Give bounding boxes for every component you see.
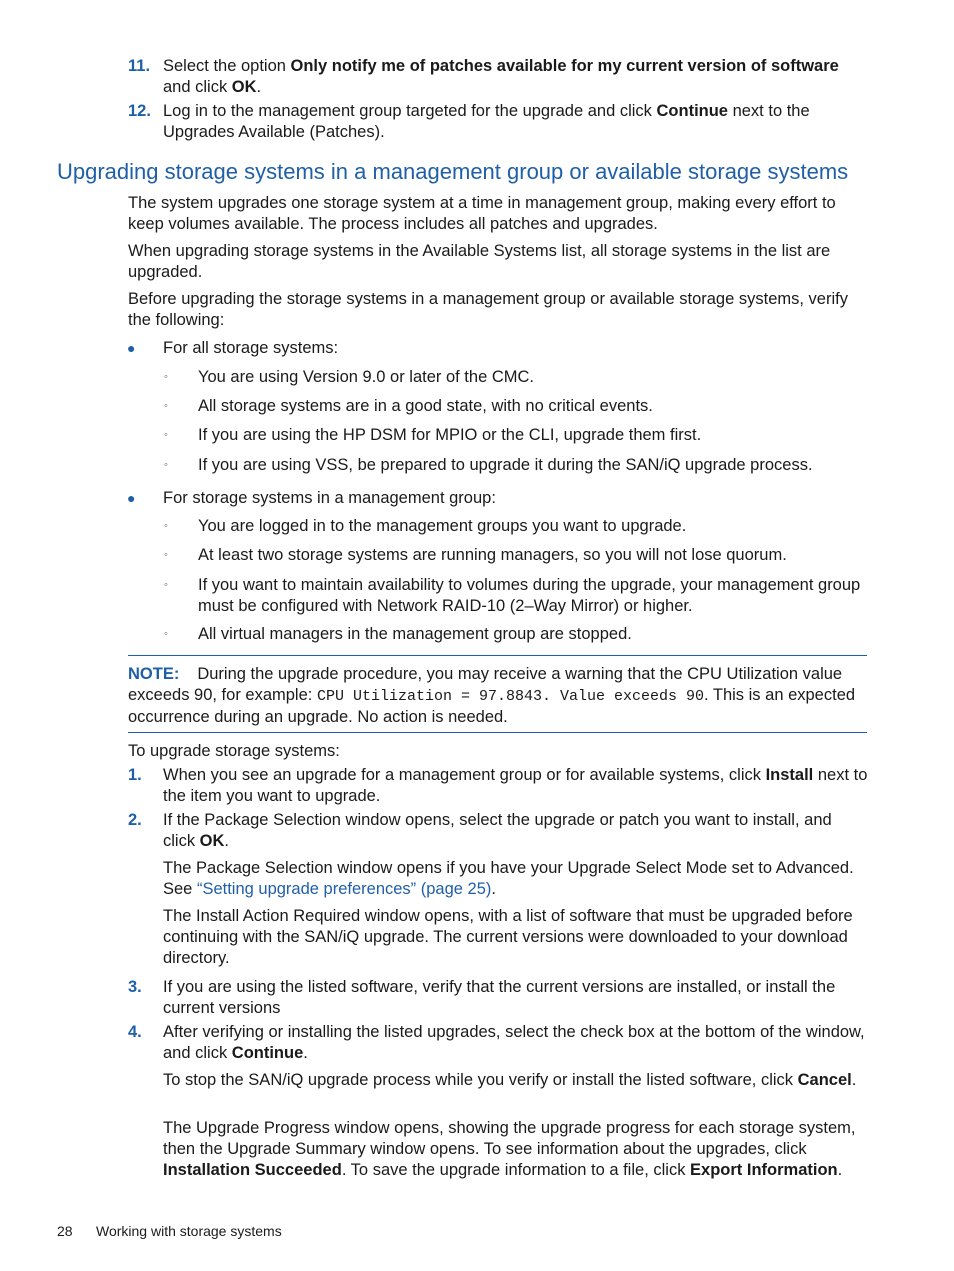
paragraph: When upgrading storage systems in the Available Systems list, all storage systems in the list are upgraded.	[128, 242, 831, 281]
step-number: 2.	[128, 811, 142, 829]
step-detail: To stop the SAN/iQ upgrade process while you verify or install the listed software, click Cancel.	[163, 1071, 857, 1089]
cross-reference-link[interactable]: “Setting upgrade preferences” (page 25)	[196, 880, 492, 898]
sub-bullet-text: All storage systems are in a good state, with no critical events.	[198, 397, 653, 415]
note-top-rule	[128, 655, 867, 656]
step-number: 12.	[128, 102, 151, 120]
note-label: NOTE:	[128, 665, 180, 683]
step-text: Select the option Only notify me of patches available for my current version of software and click OK.	[163, 57, 839, 96]
step-number: 4.	[128, 1023, 142, 1041]
section-heading: Upgrading storage systems in a management group or available storage systems	[57, 159, 849, 184]
circle-bullet-icon: ◦	[164, 400, 168, 412]
note: NOTE: During the upgrade procedure, you may receive a warning that the CPU Utilization value exceeds 90, for example: CPU Utilization = 97.8843. Value exceeds 90. This is an expected occurrence during an upgrade. No action is needed.	[128, 665, 856, 726]
paragraph: Before upgrading the storage systems in a management group or available storage systems, verify the following:	[128, 290, 848, 329]
paragraph: The system upgrades one storage system at a time in management group, making every effort to keep volumes available. The process includes all patches and upgrades.	[128, 194, 836, 233]
sub-bullet-text: If you are using VSS, be prepared to upgrade it during the SAN/iQ upgrade process.	[198, 456, 813, 474]
step-text: If the Package Selection window opens, select the upgrade or patch you want to install, and click OK.	[163, 811, 832, 850]
step-number: 3.	[128, 978, 142, 996]
step-text: After verifying or installing the listed upgrades, select the check box at the bottom of the window, and click Continue.	[163, 1023, 865, 1062]
code-sample: CPU Utilization = 97.8843. Value exceeds 90	[316, 688, 705, 705]
step-detail: The Upgrade Progress window opens, showing the upgrade progress for each storage system, then the Upgrade Summary window opens. To see information about the upgrades, click Installation Succeeded. To save the upgrade information to a file, click Export Information.	[163, 1119, 856, 1179]
circle-bullet-icon: ◦	[164, 429, 168, 441]
sub-bullet-text: You are using Version 9.0 or later of the CMC.	[198, 368, 534, 386]
sub-bullet-text: If you are using the HP DSM for MPIO or the CLI, upgrade them first.	[198, 426, 702, 444]
bullet-icon: ●	[127, 490, 136, 506]
step-text: If you are using the listed software, verify that the current versions are installed, or install the current versions	[163, 978, 836, 1017]
footer-title: Working with storage systems	[96, 1223, 282, 1239]
step-number: 1.	[128, 766, 142, 784]
procedure-intro: To upgrade storage systems:	[128, 742, 340, 760]
circle-bullet-icon: ◦	[164, 628, 168, 640]
circle-bullet-icon: ◦	[164, 549, 168, 561]
sub-bullet-text: All virtual managers in the management group are stopped.	[198, 625, 632, 643]
step-detail: The Install Action Required window opens, with a list of software that must be upgraded before continuing with the SAN/iQ upgrade. The current versions were downloaded to your download directory.	[163, 907, 853, 967]
step-detail: The Package Selection window opens if you have your Upgrade Select Mode set to Advanced. See “Setting upgrade preferences” (page 25).	[163, 859, 854, 898]
bullet-icon: ●	[127, 340, 136, 356]
circle-bullet-icon: ◦	[164, 459, 168, 471]
sub-bullet-text: You are logged in to the management groups you want to upgrade.	[198, 517, 687, 535]
bullet-text: For all storage systems:	[163, 339, 339, 357]
step-number: 11.	[128, 57, 151, 75]
bullet-text: For storage systems in a management group:	[163, 489, 496, 507]
circle-bullet-icon: ◦	[164, 371, 168, 383]
circle-bullet-icon: ◦	[164, 579, 168, 591]
sub-bullet-text: At least two storage systems are running managers, so you will not lose quorum.	[198, 546, 787, 564]
step-text: Log in to the management group targeted for the upgrade and click Continue next to the Upgrades Available (Patches).	[163, 102, 810, 141]
step-text: When you see an upgrade for a management group or for available systems, click Install next to the item you want to upgrade.	[163, 766, 868, 805]
sub-bullet-text: If you want to maintain availability to volumes during the upgrade, your management group must be configured with Network RAID-10 (2–Way Mirror) or higher.	[198, 576, 861, 615]
page-number: 28	[57, 1223, 73, 1239]
note-bottom-rule	[128, 732, 867, 733]
circle-bullet-icon: ◦	[164, 520, 168, 532]
